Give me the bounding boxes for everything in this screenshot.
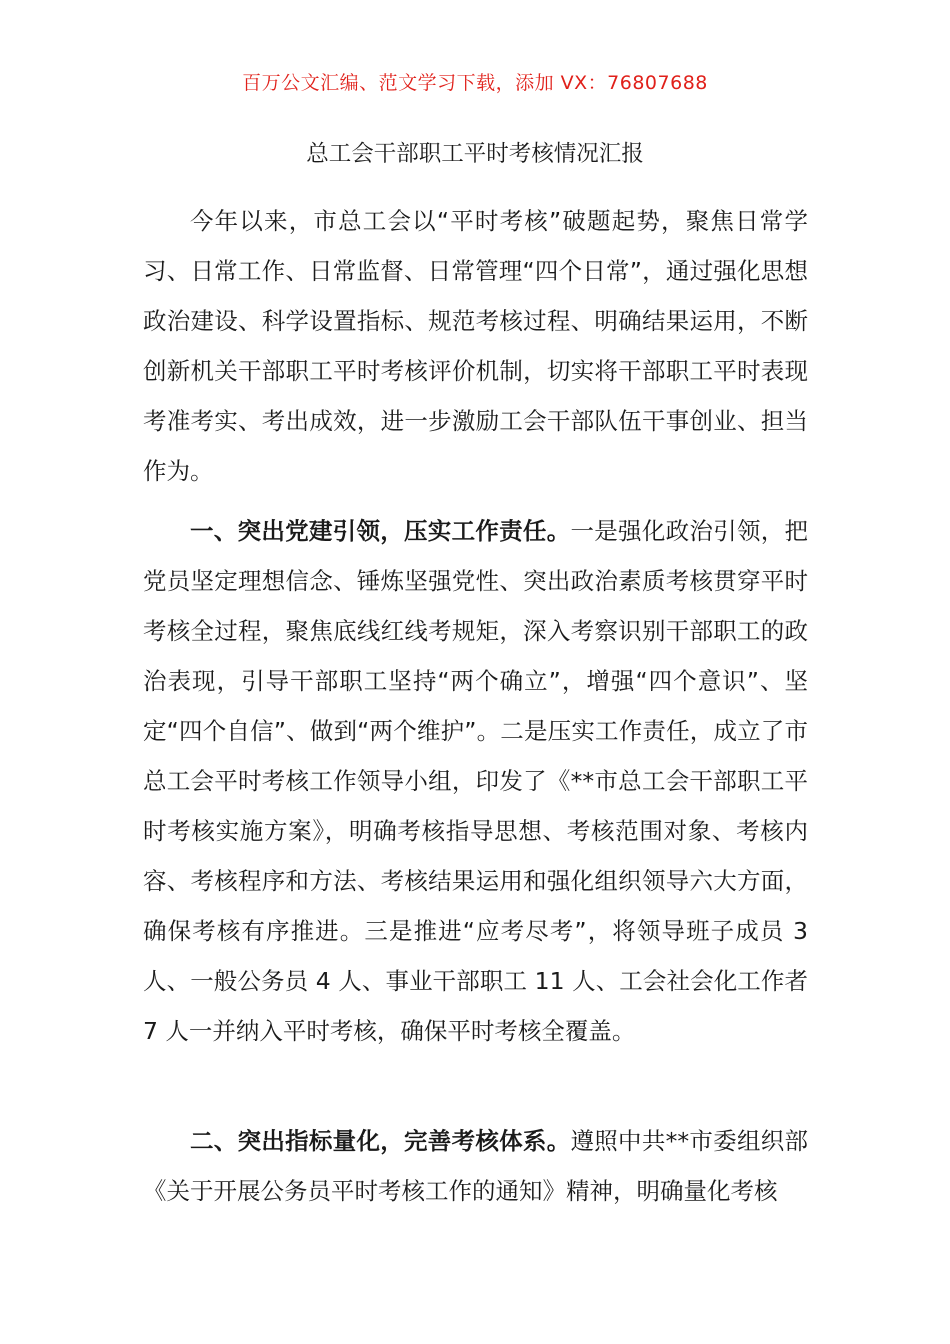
paragraph-intro-text: 今年以来，市总工会以“平时考核”破题起势，聚焦日常学习、日常工作、日常监督、日常管理“四个日常”，通过强化思想政治建设、科学设置指标、规范考核过程、明确结果运用，不断创新机关干部职工平时考核评价机制，切实将干部职工平时表现考准考实、考出成效，进一步激励工会干部队伍干事创业、担当作为。 (143, 207, 808, 485)
paragraph-section-1 (143, 506, 808, 1056)
watermark-text: 百万公文汇编、范文学习下载，添加 VX：76807688 (242, 72, 708, 94)
section-2-text: 遵照中共**市委组织部《关于开展公务员平时考核工作的通知》精神，明确量化考核 (143, 1127, 809, 1205)
section-2-heading: 二、突出指标量化，完善考核体系。 (190, 1127, 571, 1155)
section-1-heading: 一、突出党建引领，压实工作责任。 (190, 517, 571, 545)
paragraph-section-2 (143, 1116, 808, 1216)
document-title: 总工会干部职工平时考核情况汇报 (306, 141, 644, 167)
section-1-text: 一是强化政治引领，把党员坚定理想信念、锤炼坚强党性、突出政治素质考核贯穿平时考核全过程，聚焦底线红线考规矩，深入考察识别干部职工的政治表现，引导干部职工坚持“两个确立”，增强“四个意识”、坚定“四个自信”、做到“两个维护”。二是压实工作责任，成立了市总工会平时考核工作领导小组，印发了《**市总工会干部职工平时考核实施方案》，明确考核指导思想、考核范围对象、考核内容、考核程序和方法、考核结果运用和强化组织领导六大方面，确保考核有序推进。三是推进“应考尽考”，将领导班子成员 3 人、一般公务员 4 人、事业干部职工 11 人、工会社会化工作者 7 人一并纳入平时考核，确保平时考核全覆盖。 (143, 517, 809, 1045)
paragraph-intro (143, 196, 808, 496)
